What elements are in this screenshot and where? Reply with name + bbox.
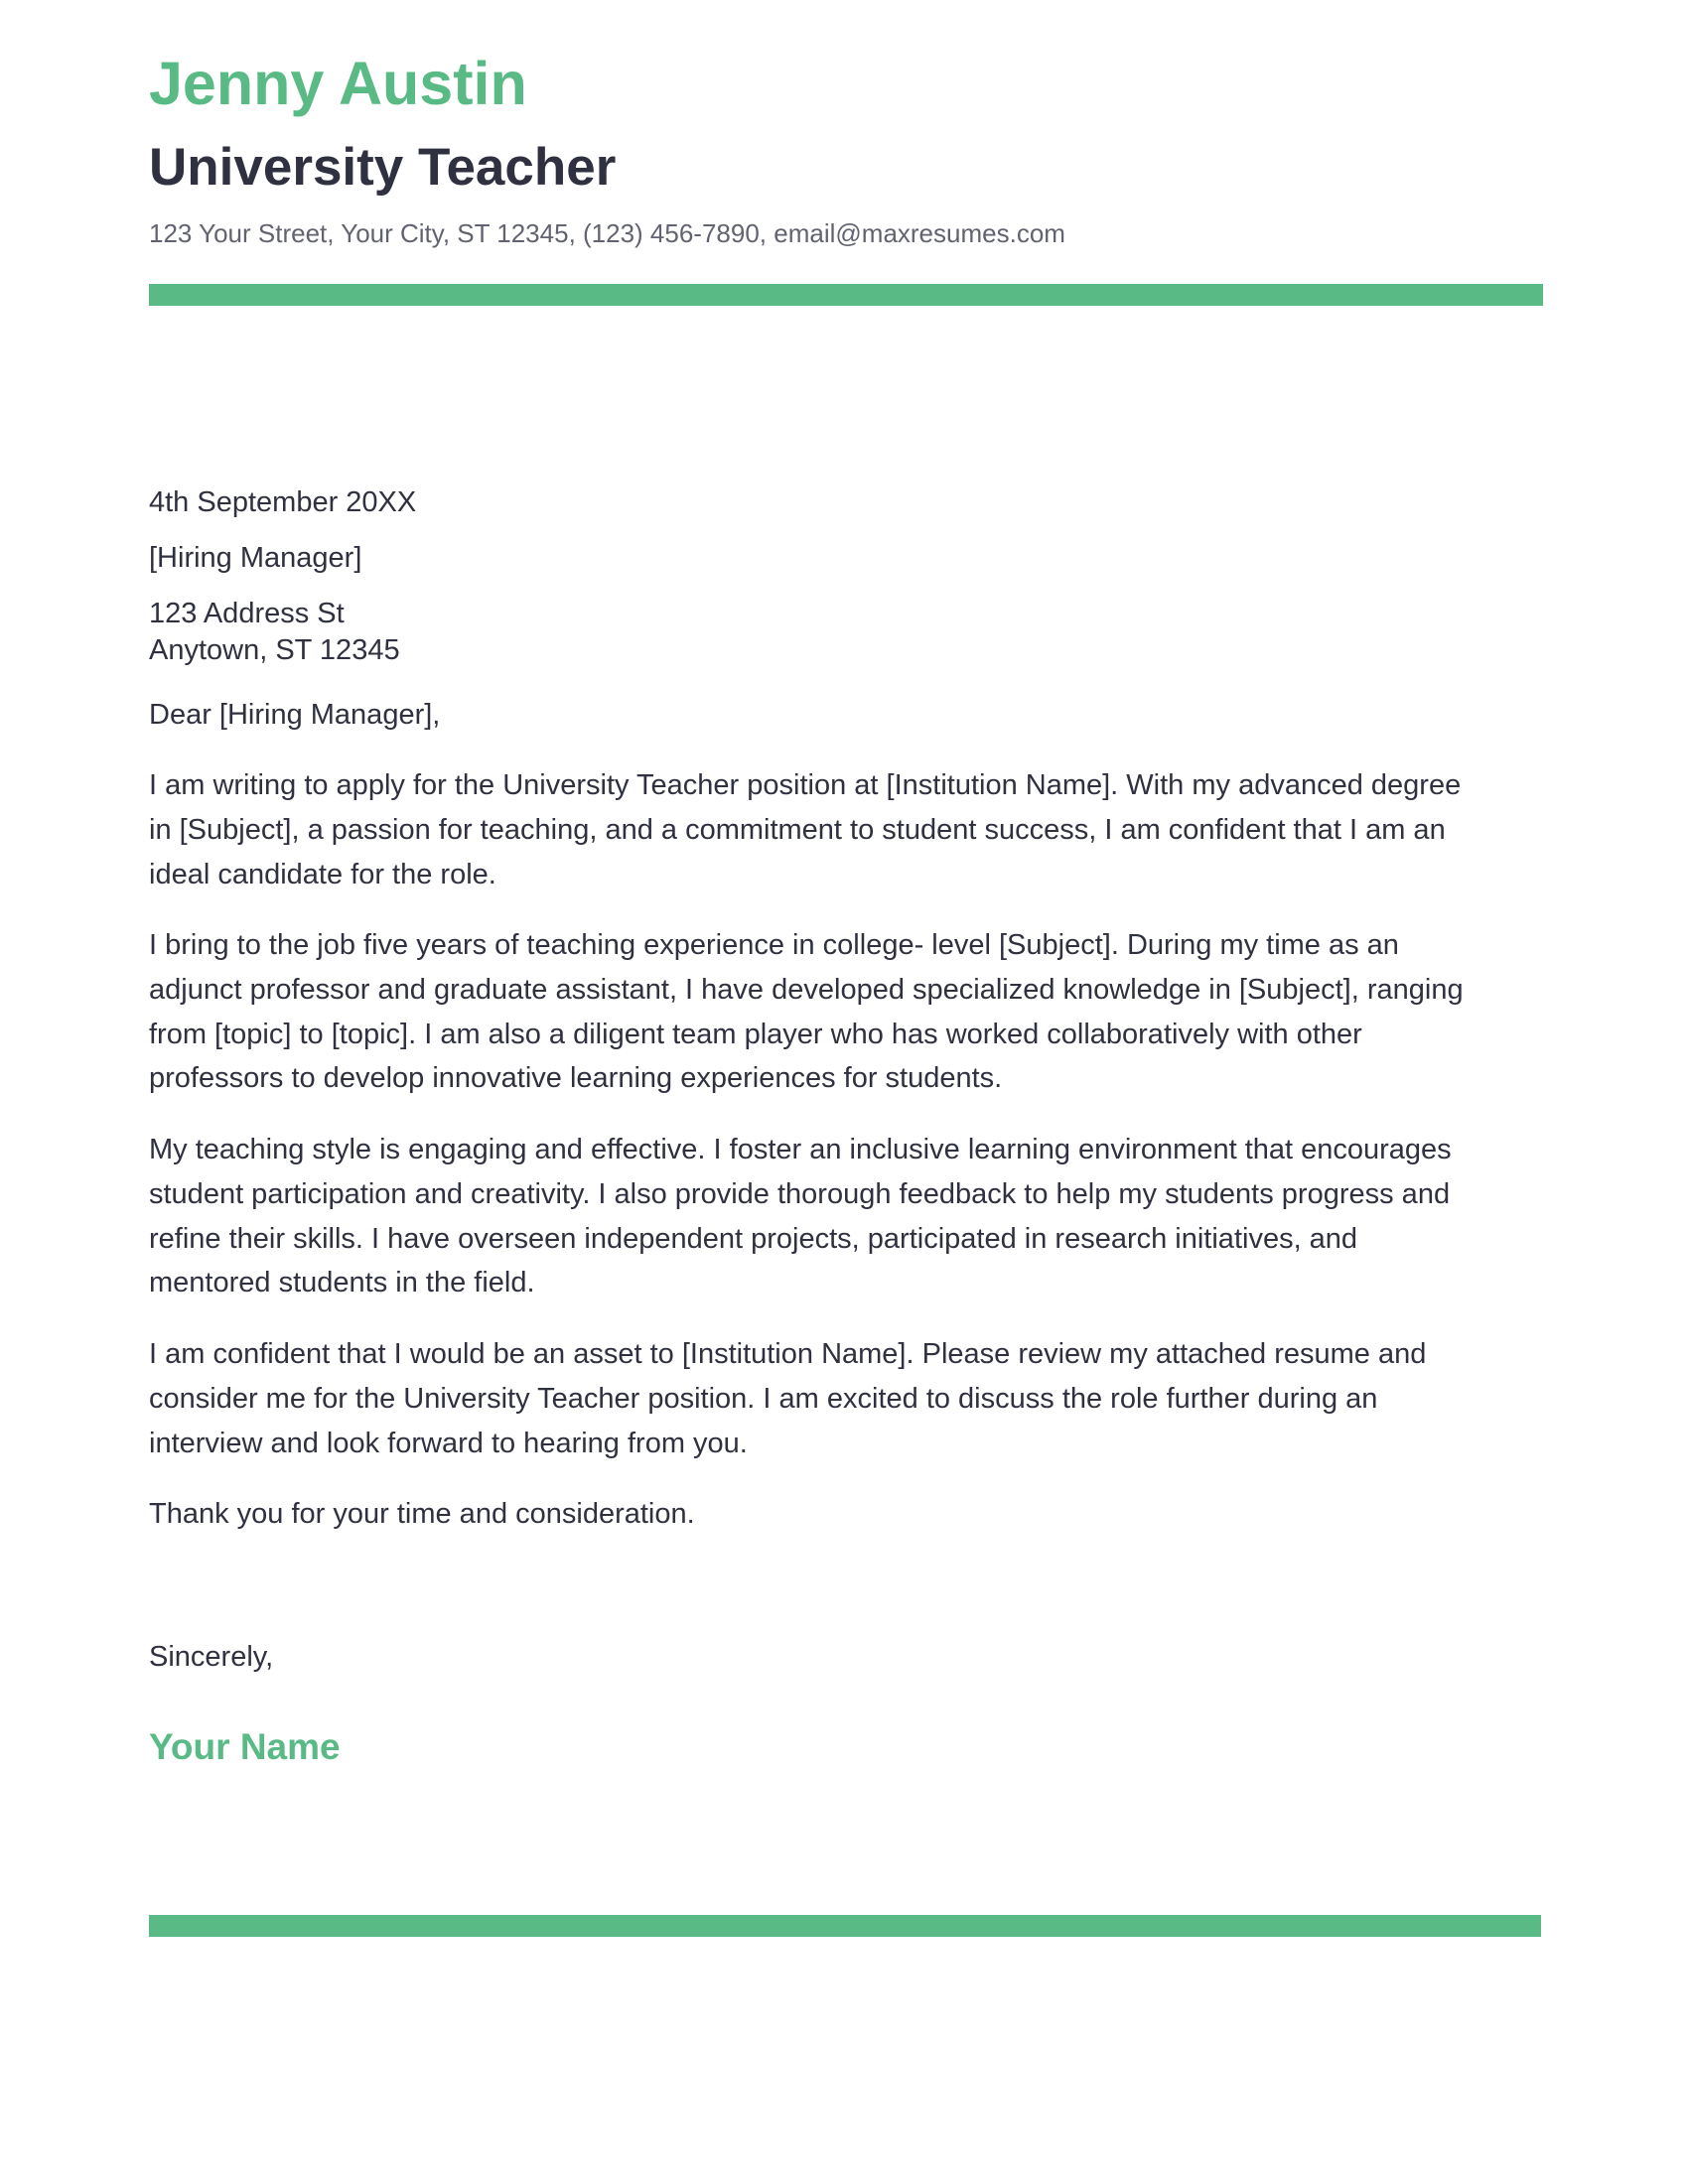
body-paragraph-1 — [149, 763, 1543, 896]
paragraph-line: I am writing to apply for the University Teacher position at [Institution Name]. With my advanced degree — [149, 769, 1462, 801]
job-title: University Teacher — [149, 138, 617, 197]
paragraph-line: I am confident that I would be an asset to [Institution Name]. Please review my attached resume and — [149, 1338, 1427, 1370]
paragraph-line: interview and look forward to hearing from you. — [149, 1427, 748, 1459]
signature-name: Your Name — [149, 1726, 341, 1767]
recipient-address-line-2: Anytown, ST 12345 — [149, 634, 400, 666]
body-paragraph-3 — [149, 1128, 1543, 1305]
header-divider — [149, 284, 1543, 306]
body-paragraph-4 — [149, 1332, 1543, 1465]
paragraph-line: mentored students in the field. — [149, 1267, 535, 1299]
contact-info: 123 Your Street, Your City, ST 12345, (123) 456-7890, email@maxresumes.com — [149, 218, 1065, 248]
recipient-address-line-1: 123 Address St — [149, 598, 345, 629]
salutation: Dear [Hiring Manager], — [149, 699, 441, 731]
paragraph-line: student participation and creativity. I also provide thorough feedback to help my students progress and — [149, 1177, 1451, 1210]
footer-divider — [149, 1915, 1541, 1937]
applicant-name: Jenny Austin — [149, 50, 527, 117]
body-paragraph-2 — [149, 923, 1543, 1101]
paragraph-line: in [Subject], a passion for teaching, and a commitment to student success, I am confident that I am an — [149, 813, 1446, 846]
closing: Sincerely, — [149, 1641, 274, 1673]
paragraph-line: My teaching style is engaging and effective. I foster an inclusive learning environment that encourages — [149, 1134, 1452, 1165]
paragraph-line: consider me for the University Teacher position. I am excited to discuss the role further during an — [149, 1382, 1378, 1415]
paragraph-line: refine their skills. I have overseen independent projects, participated in research initiatives, and — [149, 1222, 1358, 1255]
paragraph-line: professors to develop innovative learning experiences for students. — [149, 1062, 1003, 1095]
paragraph-line: ideal candidate for the role. — [149, 858, 496, 890]
paragraph-line: from [topic] to [topic]. I am also a diligent team player who has worked collaboratively with other — [149, 1018, 1362, 1050]
paragraph-line: adjunct professor and graduate assistant, I have developed specialized knowledge in [Subject], ranging — [149, 973, 1464, 1006]
letter-date: 4th September 20XX — [149, 486, 417, 518]
cover-letter-page — [149, 0, 1543, 2184]
recipient-name: [Hiring Manager] — [149, 542, 362, 574]
paragraph-line: I bring to the job five years of teaching experience in college- level [Subject]. During my time as an — [149, 929, 1399, 961]
thank-you-line: Thank you for your time and consideration. — [149, 1498, 695, 1530]
